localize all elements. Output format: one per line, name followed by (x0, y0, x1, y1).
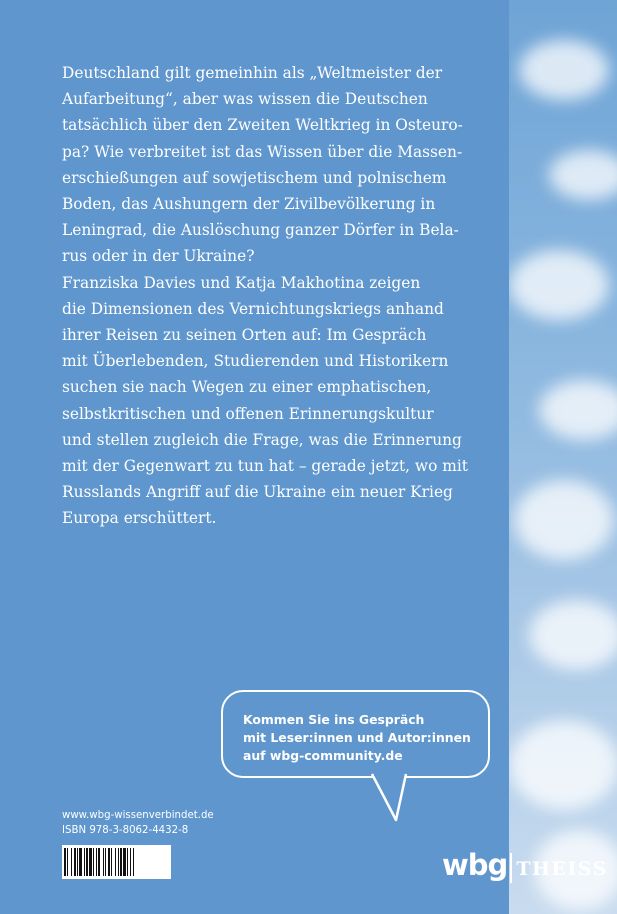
bubble-line: auf wbg-community.de (243, 748, 403, 763)
publication-info (62, 808, 214, 838)
barcode-bar (96, 848, 97, 876)
barcode-bar (84, 848, 85, 876)
speech-bubble-tail (370, 774, 430, 824)
blurb-line: mit Überlebenden, Studierenden und Historikern (62, 352, 449, 371)
barcode-bar (123, 848, 126, 876)
bubble-line: mit Leser:innen und Autor:innen (243, 730, 471, 745)
barcode-bar (98, 848, 100, 876)
isbn-number: ISBN 978-3-8062-4432-8 (62, 825, 189, 836)
barcode-bar (71, 848, 72, 876)
barcode-bar (118, 848, 119, 876)
bubble-line: Kommen Sie ins Gespräch (243, 712, 425, 727)
blurb-line: selbstkritischen und offenen Erinnerungskultur (62, 404, 434, 423)
blurb-line: erschießungen auf sowjetischem und polnischem (62, 168, 447, 187)
logo-theiss: THEISS (516, 858, 608, 880)
barcode-bar (127, 848, 128, 876)
barcode-bar (67, 848, 68, 876)
barcode-bar (79, 848, 82, 876)
barcode-bar (120, 848, 122, 876)
blurb-line: Russlands Angriff auf die Ukraine ein neuer Krieg (62, 483, 453, 502)
logo-divider (510, 853, 512, 883)
publisher-website: www.wbg-wissenverbindet.de (62, 810, 214, 821)
blurb-line: Boden, das Aushungern der Zivilbevölkerung in (62, 195, 436, 214)
blurb-text (62, 60, 482, 532)
barcode-bar (130, 848, 131, 876)
barcode-bar (93, 848, 94, 876)
blurb-line: pa? Wie verbreitet ist das Wissen über die Massen- (62, 142, 463, 161)
blurb-line: Europa erschüttert. (62, 509, 217, 528)
blurb-line: Aufarbeitung“, aber was wissen die Deutschen (62, 90, 428, 109)
blurb-line: die Dimensionen des Vernichtungskriegs anhand (62, 299, 444, 318)
community-invitation (243, 711, 471, 765)
speech-bubble (221, 690, 490, 778)
barcode-icon (62, 845, 171, 879)
blurb-line: Deutschland gilt gemeinhin als „Weltmeister der (62, 64, 443, 82)
logo-wbg: wbg (442, 848, 508, 882)
blurb-line: Leningrad, die Auslöschung ganzer Dörfer in Bela- (62, 221, 459, 240)
barcode-bar (64, 848, 66, 876)
blurb-line: und stellen zugleich die Frage, was die Erinnerung (62, 430, 462, 449)
blurb-line: rus oder in der Ukraine? (62, 247, 255, 266)
blurb-line: Franziska Davies und Katja Makhotina zeigen (62, 273, 421, 292)
blurb-line: mit der Gegenwart zu tun hat – gerade jetzt, wo mit (62, 457, 468, 476)
barcode-bar (108, 848, 110, 876)
barcode-bar (133, 848, 134, 876)
sky-photo-strip (509, 0, 617, 914)
barcode-bar (103, 848, 104, 876)
blurb-line: suchen sie nach Wegen zu einer emphatischen, (62, 378, 432, 397)
blurb-line: ihrer Reisen zu seinen Orten auf: Im Gespräch (62, 326, 427, 345)
barcode-bar (111, 848, 112, 876)
barcode-bar (89, 848, 92, 876)
blurb-line: tatsächlich über den Zweiten Weltkrieg in Osteuro- (62, 116, 463, 135)
barcode-bar (105, 848, 106, 876)
barcode-bar (115, 848, 116, 876)
barcode-bar (74, 848, 76, 876)
barcode-bar (77, 848, 78, 876)
barcode-bar (86, 848, 88, 876)
publisher-logo (442, 848, 608, 888)
